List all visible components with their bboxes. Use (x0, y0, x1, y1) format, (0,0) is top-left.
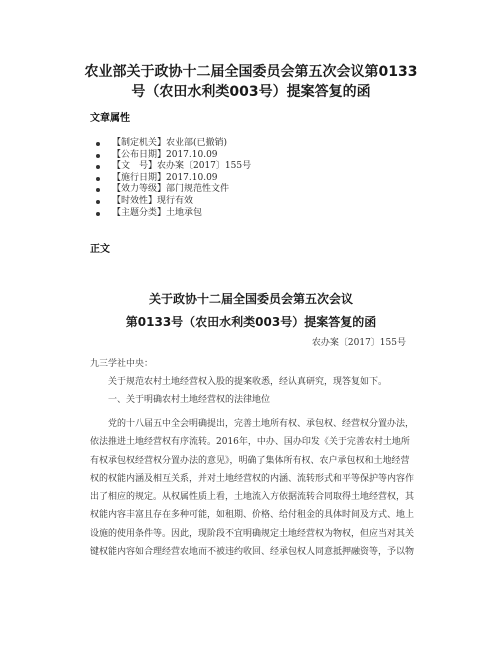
bullet-icon (96, 165, 100, 169)
bullet-icon (96, 177, 100, 181)
body-title-line-1: 关于政协十二届全国委员会第五次会议 (148, 292, 353, 306)
paragraph-line: 权能内容丰富且存在多种可能，如租期、价格、给付租金的具体时间及方式、地上 (90, 510, 415, 521)
attribute-item (96, 184, 251, 196)
bullet-icon (96, 154, 100, 158)
attribute-item (96, 196, 251, 208)
bullet-icon (96, 200, 100, 204)
paragraph-line: 依法推进土地经营权有序流转。2016年，中办、国办印发《关于完善农村土地所 (90, 437, 410, 448)
attribute-text: 【公布日期】2017.10.09 (112, 149, 218, 160)
attribute-text: 【文 号】农办案〔2017〕155号 (112, 161, 252, 172)
section-heading: 一、关于明确农村土地经营权的法律地位 (108, 395, 271, 406)
paragraph-line: 出了相应的规定。从权属性质上看，土地流入方依据流转合同取得土地经营权，其 (90, 492, 415, 503)
attribute-item (96, 208, 251, 220)
section1-paragraph (90, 415, 415, 561)
paragraph-line: 设施的使用条件等。因此，现阶段不宜明确规定土地经营权为物权，但应当对其关 (90, 528, 415, 539)
body-label: 正文 (90, 244, 110, 255)
intro-paragraph (90, 373, 410, 410)
paragraph-line: 权的权能内涵及相互关系，并对土地经营权的内涵、流转形式和平等保护等内容作 (90, 473, 415, 484)
salutation: 九三学社中央： (90, 359, 154, 369)
attribute-text: 【效力等级】部门规范性文件 (112, 184, 230, 195)
paragraph-line: 党的十八届五中全会明确提出，完善土地所有权、承包权、经营权分置办法， (108, 419, 415, 429)
bullet-icon (96, 212, 100, 216)
bullet-icon (96, 188, 100, 192)
document-number: 农办案〔2017〕155号 (311, 338, 406, 348)
attribute-item (96, 173, 251, 185)
bullet-icon (96, 142, 100, 146)
attribute-text: 【制定机关】农业部(已撤销) (112, 138, 228, 148)
attributes-list (96, 138, 251, 219)
attributes-label: 文章属性 (90, 113, 130, 124)
paragraph-line: 键权能内容如合理经营农地而不被违约收回、经承包权人同意抵押融资等，予以物 (90, 547, 415, 558)
paragraph-line: 关于规范农村土地经营权入股的提案收悉，经认真研究，现答复如下。 (108, 377, 388, 387)
attribute-text: 【时效性】现行有效 (112, 195, 194, 206)
paragraph-line: 有权承包权经营权分置办法的意见》，明确了集体所有权、农户承包权和土地经营 (90, 455, 410, 466)
document-title-line-2: 号（农田水利类003号）提案答复的函 (131, 84, 371, 100)
attribute-text: 【施行日期】2017.10.09 (112, 172, 218, 183)
attribute-item (96, 138, 251, 150)
body-title-line-2: 第0133号（农田水利类003号）提案答复的函 (125, 315, 377, 329)
document-title-line-1: 农业部关于政协十二届全国委员会第五次会议第0133 (84, 64, 418, 80)
attribute-item (96, 161, 251, 173)
attribute-text: 【主题分类】土地承包 (112, 207, 203, 218)
attribute-item (96, 150, 251, 162)
